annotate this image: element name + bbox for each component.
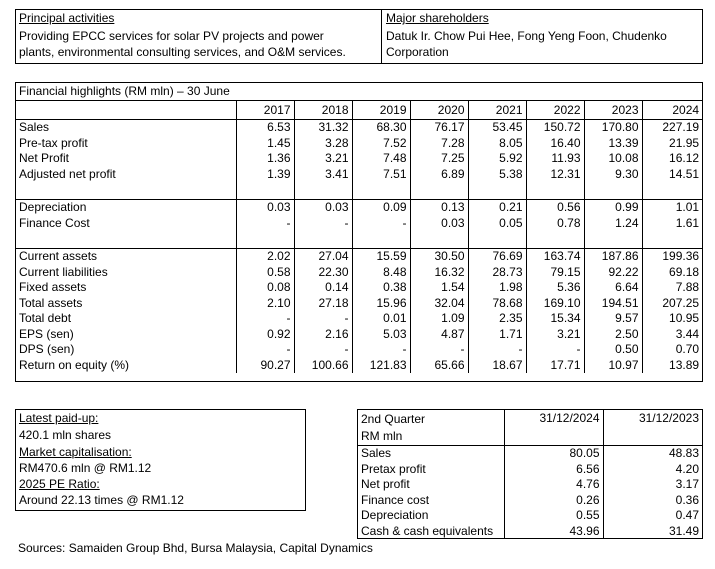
quarter-row-v2: 31.49 [603, 524, 702, 540]
spacer-cell [642, 231, 702, 249]
row-value: 69.18 [642, 265, 702, 281]
row-value: - [294, 342, 352, 358]
row-value: 1.36 [236, 151, 294, 167]
row-value: - [236, 311, 294, 327]
row-value: 10.97 [584, 358, 642, 374]
quarter-row-label: Depreciation [361, 508, 429, 522]
row-value: 6.64 [584, 280, 642, 296]
row-value: 100.66 [294, 358, 352, 374]
row-value: 15.96 [352, 296, 410, 312]
row-value: 3.21 [526, 327, 584, 343]
quarter-row-v1: 0.55 [504, 508, 603, 524]
quarter-row [358, 477, 702, 493]
market-cap-value: RM470.6 mln @ RM1.12 [19, 461, 152, 475]
row-value: 0.14 [294, 280, 352, 296]
row-value: 2.02 [236, 249, 294, 265]
row-value: 3.28 [294, 136, 352, 152]
row-value: - [352, 342, 410, 358]
row-value: 0.58 [236, 265, 294, 281]
quarter-header-row [358, 410, 702, 428]
row-value: 0.08 [236, 280, 294, 296]
pe-ratio-label: 2025 PE Ratio: [19, 477, 100, 491]
quarter-row-v2: 48.83 [603, 446, 702, 462]
spacer-cell [236, 182, 294, 200]
row-value: 28.73 [468, 265, 526, 281]
table-row [16, 249, 702, 265]
row-value: 90.27 [236, 358, 294, 374]
paid-up-label: Latest paid-up: [19, 411, 99, 425]
quarter-row-v2: 3.17 [603, 477, 702, 493]
row-label: Adjusted net profit [19, 166, 116, 181]
quarter-row-v1: 43.96 [504, 524, 603, 540]
row-value: 79.15 [526, 265, 584, 281]
row-value: 7.88 [642, 280, 702, 296]
row-value: 1.71 [468, 327, 526, 343]
row-value: 7.25 [410, 151, 468, 167]
row-value: 207.25 [642, 296, 702, 312]
quarter-col2-header: 31/12/2023 [603, 410, 702, 428]
quarter-row-v2: 0.47 [603, 508, 702, 524]
quarter-row [358, 508, 702, 524]
row-value: 68.30 [352, 120, 410, 136]
row-value: - [294, 311, 352, 327]
row-value: 1.24 [584, 216, 642, 232]
row-value: 0.03 [294, 200, 352, 216]
row-value: 9.57 [584, 311, 642, 327]
row-value: 10.95 [642, 311, 702, 327]
row-value: - [410, 342, 468, 358]
row-value: 0.56 [526, 200, 584, 216]
row-value: 0.05 [468, 216, 526, 232]
quarter-row-v1: 0.26 [504, 493, 603, 509]
year-header: 2020 [410, 101, 468, 120]
row-value: 0.38 [352, 280, 410, 296]
quarter-row-label: Sales [361, 446, 392, 460]
paid-up-value: 420.1 mln shares [19, 428, 112, 442]
spacer-cell [294, 231, 352, 249]
row-value: 15.59 [352, 249, 410, 265]
row-value: 7.52 [352, 136, 410, 152]
row-value: 16.32 [410, 265, 468, 281]
row-value: 9.30 [584, 167, 642, 183]
row-value: 16.12 [642, 151, 702, 167]
row-label: Fixed assets [19, 280, 87, 294]
spacer-cell [16, 231, 236, 249]
quarter-row-v1: 80.05 [504, 446, 603, 462]
row-value: 76.17 [410, 120, 468, 136]
spacer-cell [410, 182, 468, 200]
fin-title: Financial highlights (RM mln) – 30 June [19, 84, 230, 98]
row-value: 0.01 [352, 311, 410, 327]
row-value: 1.09 [410, 311, 468, 327]
table-row [16, 265, 702, 281]
row-value: 32.04 [410, 296, 468, 312]
row-label: DPS (sen) [19, 342, 75, 356]
principal-activities-line2: plants, environmental consulting services, and O&M services. [19, 45, 346, 59]
row-value: 5.36 [526, 280, 584, 296]
table-row [16, 358, 702, 374]
spacer-cell [468, 231, 526, 249]
major-shareholders-heading: Major shareholders [386, 11, 489, 25]
row-value: 1.45 [236, 136, 294, 152]
major-shareholders-line1: Datuk Ir. Chow Pui Hee, Fong Yeng Foon, Chudenko [386, 29, 667, 43]
row-value: 0.21 [468, 200, 526, 216]
row-label: Net Profit [19, 151, 70, 165]
row-label: Total debt [19, 311, 72, 325]
fin-title-row [16, 83, 702, 101]
quarter-row-v1: 4.76 [504, 477, 603, 493]
table-row [16, 311, 702, 327]
row-value: 92.22 [584, 265, 642, 281]
quarter-row [358, 446, 702, 462]
row-value: 7.48 [352, 151, 410, 167]
year-header: 2019 [352, 101, 410, 120]
row-value: 2.16 [294, 327, 352, 343]
spacer-cell [526, 182, 584, 200]
row-value: 163.74 [526, 249, 584, 265]
row-value: 15.34 [526, 311, 584, 327]
row-label: Sales [19, 120, 50, 134]
row-label: Current assets [19, 249, 98, 263]
spacer-cell [584, 182, 642, 200]
year-header: 2017 [236, 101, 294, 120]
row-value: 76.69 [468, 249, 526, 265]
info-divider [381, 10, 382, 63]
row-value: 3.44 [642, 327, 702, 343]
row-value: - [236, 342, 294, 358]
row-value: 13.89 [642, 358, 702, 374]
table-row [16, 296, 702, 312]
row-value: 6.89 [410, 167, 468, 183]
row-value: - [352, 216, 410, 232]
row-value: 170.80 [584, 120, 642, 136]
table-row [16, 167, 702, 183]
row-value: 1.98 [468, 280, 526, 296]
row-value: 1.61 [642, 216, 702, 232]
row-value: 2.35 [468, 311, 526, 327]
year-header: 2022 [526, 101, 584, 120]
spacer-cell [526, 231, 584, 249]
row-value: 78.68 [468, 296, 526, 312]
financial-table [16, 83, 702, 373]
spacer-cell [236, 231, 294, 249]
row-value: 227.19 [642, 120, 702, 136]
quarter-row-v2: 4.20 [603, 462, 702, 478]
quarter-col1-header: 31/12/2024 [504, 410, 603, 428]
table-row [16, 216, 702, 232]
market-info-box [15, 409, 306, 511]
row-value: 0.03 [236, 200, 294, 216]
row-value: 5.03 [352, 327, 410, 343]
table-row [16, 136, 702, 152]
spacer-cell [16, 182, 236, 200]
row-label: EPS (sen) [19, 326, 74, 341]
row-value: 22.30 [294, 265, 352, 281]
row-value: 3.41 [294, 167, 352, 183]
row-value: 1.01 [642, 200, 702, 216]
financial-highlights-table [15, 82, 703, 382]
row-value: 13.39 [584, 136, 642, 152]
row-value: 0.92 [236, 327, 294, 343]
quarter-row [358, 493, 702, 509]
row-value: 121.83 [352, 358, 410, 374]
row-value: 199.36 [642, 249, 702, 265]
row-value: 194.51 [584, 296, 642, 312]
row-value: 169.10 [526, 296, 584, 312]
spacer-cell [352, 182, 410, 200]
row-value: 18.67 [468, 358, 526, 374]
row-value: - [468, 342, 526, 358]
row-value: 5.92 [468, 151, 526, 167]
row-value: 14.51 [642, 167, 702, 183]
row-value: 2.50 [584, 327, 642, 343]
row-label: Current liabilities [19, 264, 108, 279]
row-value: 0.13 [410, 200, 468, 216]
row-value: 21.95 [642, 136, 702, 152]
row-value: 11.93 [526, 151, 584, 167]
quarter-title: 2nd Quarter [361, 412, 426, 426]
major-shareholders-line2: Corporation [386, 45, 449, 59]
row-value: 12.31 [526, 167, 584, 183]
row-value: 5.38 [468, 167, 526, 183]
row-value: 1.39 [236, 167, 294, 183]
row-value: 27.18 [294, 296, 352, 312]
row-value: 0.78 [526, 216, 584, 232]
row-label: Pre-tax profit [19, 135, 88, 150]
spacer-cell [468, 182, 526, 200]
row-value: - [236, 216, 294, 232]
spacer-cell [584, 231, 642, 249]
row-label: Depreciation [19, 200, 87, 214]
row-value: 16.40 [526, 136, 584, 152]
row-value: 6.53 [236, 120, 294, 136]
table-row [16, 200, 702, 216]
row-value: 187.86 [584, 249, 642, 265]
row-value: 31.32 [294, 120, 352, 136]
pe-ratio-value: Around 22.13 times @ RM1.12 [19, 493, 184, 507]
quarter-row [358, 524, 702, 540]
row-value: 8.48 [352, 265, 410, 281]
row-label: Return on equity (%) [19, 357, 130, 372]
table-row [16, 151, 702, 167]
row-value: 150.72 [526, 120, 584, 136]
row-value: 4.87 [410, 327, 468, 343]
quarter-unit: RM mln [361, 429, 403, 443]
row-label: Finance Cost [19, 215, 90, 230]
table-row [16, 327, 702, 343]
row-value: 30.50 [410, 249, 468, 265]
fin-year-header-row [16, 101, 702, 120]
quarter-row-label: Net profit [361, 477, 410, 491]
fin-spacer-row [16, 182, 702, 200]
year-header: 2018 [294, 101, 352, 120]
row-value: - [526, 342, 584, 358]
quarter-row-v2: 0.36 [603, 493, 702, 509]
spacer-cell [642, 182, 702, 200]
fin-spacer-row [16, 231, 702, 249]
row-value: 3.21 [294, 151, 352, 167]
quarter-unit-row [358, 428, 702, 446]
quarter-row-label: Cash & cash equivalents [361, 523, 494, 538]
quarter-table [358, 410, 702, 539]
row-value: 65.66 [410, 358, 468, 374]
quarter-row [358, 462, 702, 478]
quarter-results-table [357, 409, 703, 539]
year-header: 2024 [642, 101, 702, 120]
row-value: 7.28 [410, 136, 468, 152]
quarter-row-label: Finance cost [361, 492, 430, 507]
row-label: Total assets [19, 295, 83, 310]
row-value: 2.10 [236, 296, 294, 312]
company-info-box [15, 9, 703, 64]
spacer-cell [410, 231, 468, 249]
row-value: 1.54 [410, 280, 468, 296]
row-value: - [294, 216, 352, 232]
sources-note: Sources: Samaiden Group Bhd, Bursa Malaysia, Capital Dynamics [18, 541, 373, 555]
row-value: 0.50 [584, 342, 642, 358]
row-value: 0.03 [410, 216, 468, 232]
fin-header-blank [16, 101, 236, 120]
year-header: 2021 [468, 101, 526, 120]
spacer-cell [352, 231, 410, 249]
principal-activities-heading: Principal activities [19, 11, 115, 25]
table-row [16, 342, 702, 358]
year-header: 2023 [584, 101, 642, 120]
table-row [16, 280, 702, 296]
row-value: 0.09 [352, 200, 410, 216]
row-value: 53.45 [468, 120, 526, 136]
row-value: 0.99 [584, 200, 642, 216]
row-value: 7.51 [352, 167, 410, 183]
row-value: 8.05 [468, 136, 526, 152]
principal-activities-line1: Providing EPCC services for solar PV projects and power [19, 29, 324, 43]
row-value: 10.08 [584, 151, 642, 167]
market-cap-label: Market capitalisation: [19, 445, 132, 459]
row-value: 17.71 [526, 358, 584, 374]
table-row [16, 120, 702, 136]
quarter-row-label: Pretax profit [361, 461, 426, 476]
row-value: 27.04 [294, 249, 352, 265]
spacer-cell [294, 182, 352, 200]
row-value: 0.70 [642, 342, 702, 358]
quarter-row-v1: 6.56 [504, 462, 603, 478]
